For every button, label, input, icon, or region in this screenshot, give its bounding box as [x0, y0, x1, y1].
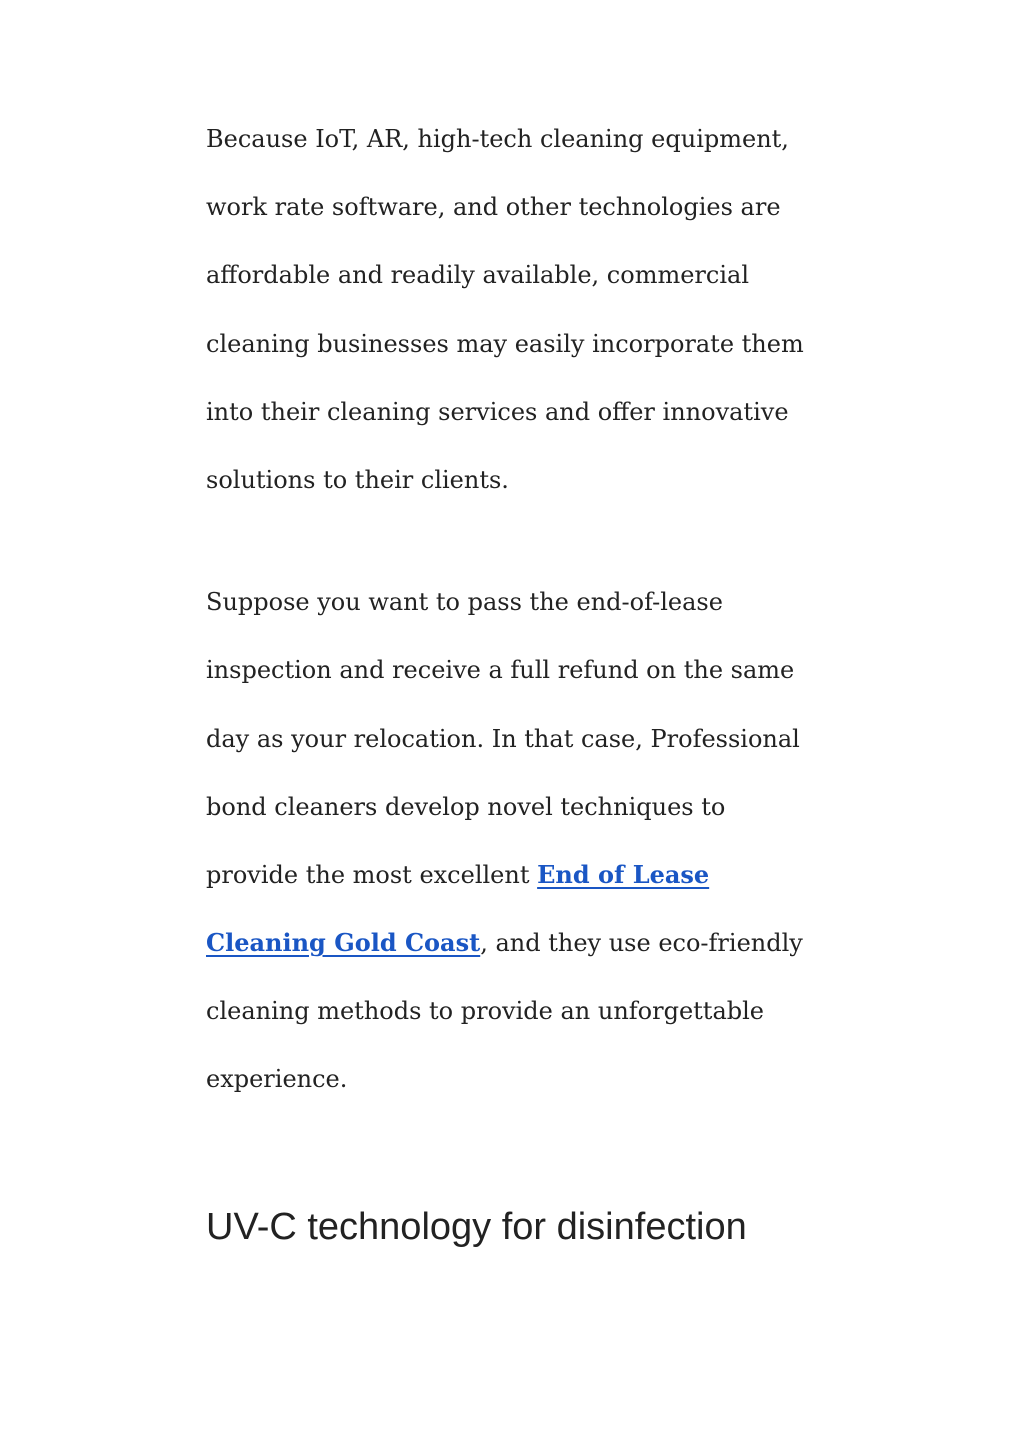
paragraph-iot-technologies: [206, 105, 826, 514]
paragraph-line: Suppose you want to pass the end-of-lease: [206, 588, 723, 617]
paragraph-line: inspection and receive a full refund on the same: [206, 656, 795, 685]
paragraph-line: into their cleaning services and offer innovative: [206, 397, 789, 426]
link-prefix-text: provide the most excellent: [206, 860, 538, 889]
paragraph-line: solutions to their clients.: [206, 465, 509, 494]
paragraph-line: bond cleaners develop novel techniques to: [206, 792, 726, 821]
paragraph-line-with-link: [206, 841, 826, 909]
paragraph-line: affordable and readily available, commercial: [206, 261, 749, 290]
paragraph-line: experience.: [206, 1065, 348, 1094]
link-suffix-text: , and they use eco-friendly: [480, 929, 803, 958]
paragraph-line: cleaning businesses may easily incorporate them: [206, 329, 804, 358]
paragraph-line: cleaning methods to provide an unforgettable: [206, 997, 764, 1026]
paragraph-line: day as your relocation. In that case, Professional: [206, 724, 800, 753]
end-of-lease-cleaning-link-continued[interactable]: Cleaning Gold Coast: [206, 928, 481, 958]
paragraph-line-with-link: [206, 909, 826, 977]
paragraph-line: work rate software, and other technologies are: [206, 193, 781, 222]
paragraph-line: Because IoT, AR, high-tech cleaning equipment,: [206, 125, 789, 153]
section-heading: UV-C technology for disinfection: [206, 1206, 747, 1248]
end-of-lease-cleaning-link[interactable]: End of Lease: [537, 859, 710, 889]
article-body: [206, 105, 826, 1114]
paragraph-end-of-lease: [206, 568, 826, 1114]
